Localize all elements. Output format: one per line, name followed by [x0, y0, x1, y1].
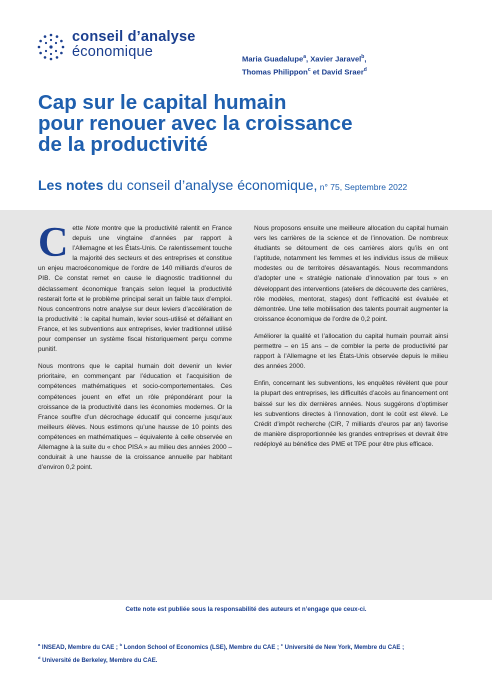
author-name: Thomas Philippon	[242, 67, 308, 77]
author-affiliation-mark: b	[361, 54, 365, 60]
disclaimer: Cette note est publiée sous la responsabilité des auteurs et n’engage que ceux-ci.	[125, 606, 367, 613]
paragraph	[38, 220, 232, 355]
cae-dots-logo-icon	[36, 32, 66, 62]
paragraph: Nous montrons que le capital humain doit devenir un levier prioritaire, en commençant par l’éducation et l’acquisition de compétences mathématiques et socio-comportementales. Ces compétences jouent en effet un rôle prépondérant pour la croissance de la productivité dans les économies modernes. Or la France souffre d’un décrochage éducatif qui concerne jusqu’aux meilleurs élèves. Nous estimons qu’une hausse de 10 points des compétences en mathématiques – équivalente à celle observée en Allemagne à la suite du « choc PISA » au milieu des années 2000 – conduirait à une hausse de la croissance annuelle par habitant d’environ 0,2 point.	[38, 363, 232, 472]
issue-info: n° 75, Septembre 2022	[317, 182, 408, 192]
authors-block	[242, 52, 432, 77]
affiliation-footnotes	[38, 640, 458, 666]
footnote-text: INSEAD, Membre du CAE ;	[40, 645, 120, 651]
author-affiliation-mark: a	[303, 54, 306, 60]
summary-left-column	[38, 220, 232, 480]
footnote-mark: d	[38, 655, 41, 660]
footnote-text: Université de New York, Membre du CAE ;	[282, 645, 405, 651]
logo-line-1: conseil d’analyse	[72, 29, 196, 45]
footnote-mark: a	[38, 642, 41, 647]
footnote-text: Université de Berkeley, Membre du CAE.	[40, 658, 158, 664]
paragraph-text: montre que la productivité ralentit en France depuis une vingtaine d’années par rapport à l’Allemagne et les États-Unis. Ce ralentissement touche la majorité des secteurs et des entreprises et constitue un enjeu macroéconomique de l’ordre de 140 milliards d’euros de PIB. Ce constat remet en cause le diagnostic traditionnel du déclassement économique français selon lequel la productivité resterait forte et le problème principal serait un faible taux d’emploi. Nous concentrons notre analyse sur deux leviers d’accélération de la productivité : le capital humain, levier sous-utilisé et défaillant en France, et les subventions aux entreprises, levier traditionnel utilisé pour compenser un système fiscal historiquement perçu comme punitif.	[38, 225, 232, 354]
series-subtitle	[38, 177, 407, 193]
authors-line-1	[242, 52, 432, 65]
footnote-text: London School of Economics (LSE), Membre du CAE ;	[122, 645, 281, 651]
authors-line-2	[242, 65, 432, 78]
paragraph-italic: Note	[85, 225, 100, 232]
author-name: Maria Guadalupe	[242, 54, 304, 64]
summary-right-column	[254, 224, 448, 457]
author-affiliation-mark: c	[307, 66, 311, 73]
logo-line-2: économique	[72, 44, 153, 60]
paragraph: Améliorer la qualité et l’allocation du capital humain pourrait ainsi permettre – en 15 ans – de combler la perte de productivité par rapport à l’Allemagne et les États-Unis observée depuis le milieu des années 2000.	[254, 332, 448, 371]
author-name: et David Sraer	[310, 67, 364, 77]
footnote-line-2	[38, 653, 458, 666]
author-name: , Xavier Jaravel	[305, 54, 362, 64]
author-affiliation-mark: d	[363, 66, 367, 73]
title-line-2: pour renouer avec la croissance	[38, 112, 353, 135]
title-line-3: de la productivité	[38, 133, 208, 156]
series-publisher: du conseil d’analyse économique,	[103, 177, 318, 193]
author-separator: ,	[364, 54, 367, 64]
paragraph: Nous proposons ensuite une meilleure allocation du capital humain vers les carrières de la science et de l’innovation. De nombreux étudiants se détournent de ces carrières alors qu’ils en ont l’aptitude, notamment les femmes et les individus issus de milieux modestes ou de territoires désavantagés. Nous recommandons d’adopter une « stratégie nationale d’innovation par tous » en développant des interventions (ateliers de découverte des carrières, rôle modèles, mentorat, stages) dont l’efficacité est évaluée et démontrée. Une telle mobilisation des talents pourrait augmenter la croissance économique de l’ordre de 0,2 point.	[254, 225, 448, 323]
cae-logo	[36, 30, 196, 62]
title-line-1: Cap sur le capital humain	[38, 91, 287, 114]
series-name: Les notes	[38, 177, 104, 193]
paragraph-text: ette	[72, 225, 86, 232]
document-title	[38, 91, 353, 156]
footnote-line-1	[38, 640, 458, 653]
footnote-mark: c	[280, 642, 283, 647]
paragraph: Enfin, concernant les subventions, les enquêtes révèlent que pour la plupart des entreprises, les difficultés d’accès au financement ont baissé sur les dix dernières années. Nous suggérons d’optimiser les subventions directes à l’innovation, dont le coût est élevé. Le Crédit d’impôt recherche (CIR, 7 milliards d’euros par an) favorise de manière disproportionnée les grandes entreprises et devrait être redéployé au bénéfice des PME et TPE pour être plus efficace.	[254, 380, 448, 448]
drop-cap: C	[38, 220, 69, 266]
footnote-mark: b	[119, 642, 123, 647]
